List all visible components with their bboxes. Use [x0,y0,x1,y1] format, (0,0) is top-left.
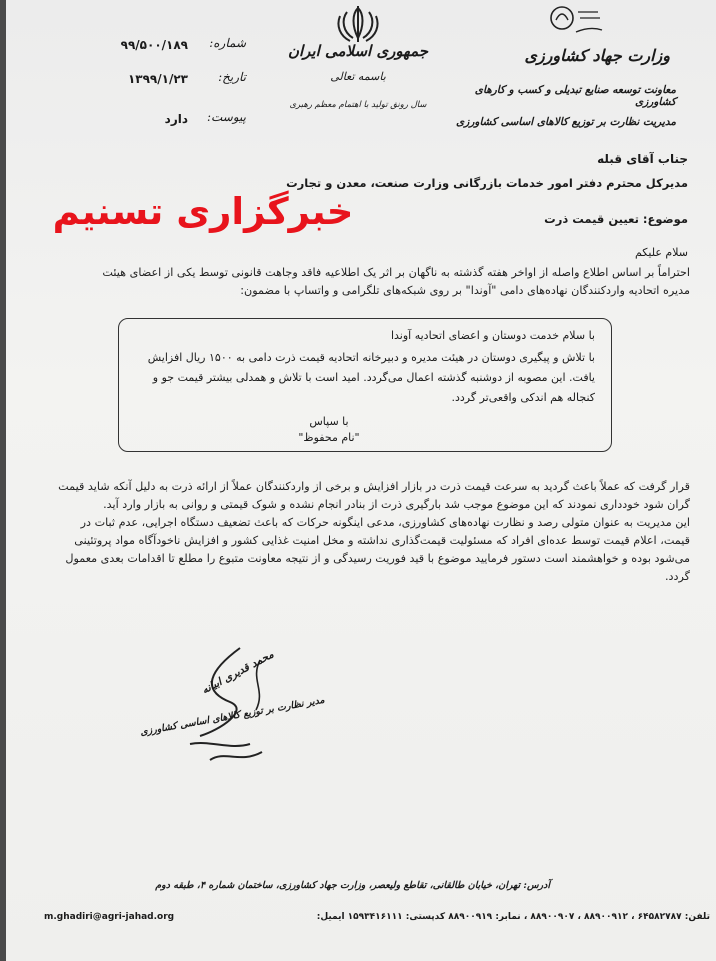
quoted-message-box [118,318,612,452]
number-label: شماره: [209,36,246,50]
republic-title: جمهوری اسلامی ایران [287,42,429,60]
footer-email: m.ghadiri@agri-jahad.org [44,912,175,922]
addressee-position: مدیرکل محترم دفتر امور خدمات بازرگانی وزارت صنعت، معدن و تجارت [286,176,688,190]
ministry-name: وزارت جهاد کشاورزی [524,46,670,65]
quote-name: "نام محفوظ" [298,431,360,444]
addressee-title: جناب آقای قبله [597,152,688,166]
deputy-name: معاونت توسعه صنایع تبدیلی و کسب و کارهای کشاورزی [474,84,676,108]
paragraph-2-line: گردد. [664,570,690,583]
paragraph-1-line: احتراماً بر اساس اطلاع واصله از اواخر هفته گذشته به ناگهان بر اثر یک اطلاعیه فاقد وجاهت قانونی توسط یکی از اعضای هیئت [102,266,690,279]
date-value: ۱۳۹۹/۱/۲۳ [127,72,188,86]
signatory-name: محمد قدیری ابیانه [199,648,276,697]
quote-line: کنجاله هم اندکی واقعی‌تر گردد. [451,391,595,404]
iran-emblem-icon [335,4,381,44]
quote-thanks: با سپاس [309,415,349,428]
paragraph-2-line: قیمت، اعلام قیمت توسط عده‌ای افراد که مسئولیت قیمت‌گذاری نداشته و مخل امنیت غذایی کشور و افزایش ناخودآگاه مواد پروتئینی [74,534,690,547]
footer-address: آدرس: تهران، خیابان طالقانی، تقاطع ولیعصر، وزارت جهاد کشاورزی، ساختمان شماره ۴، طبقه دوم [155,880,550,891]
bismillah-text: باسمه تعالی [330,70,386,83]
attachment-value: دارد [164,112,188,126]
signatory-title: مدیر نظارت بر توزیع کالاهای اساسی کشاورزی [139,694,326,739]
directorate-name: مدیریت نظارت بر توزیع کالاهای اساسی کشاورزی [456,116,676,128]
paragraph-2-line: قرار گرفت که عملاً باعث گردید به سرعت قیمت ذرت در بازار افزایش و برخی از واردکنندگان عملاً از ارائه ذرت به دلیل آنکه شاید قیمت [58,480,690,493]
greeting: سلام علیکم [634,246,688,259]
tasnim-watermark: خبرگزاری تسنیم [52,190,354,233]
year-motto: سال رونق تولید با اهتمام معظم رهبری [289,100,427,110]
footer-contacts: تلفن: ۶۴۵۸۲۷۸۷ ، ۸۸۹۰۰۹۱۲ ، ۸۸۹۰۰۹۰۷ ، نمابر: ۸۸۹۰۰۹۱۹ کدپستی: ۱۵۹۳۴۱۶۱۱۱ ایمیل: [316,912,710,922]
quote-line: با سلام خدمت دوستان و اعضای اتحادیه آوندا [390,329,595,342]
date-label: تاریخ: [218,70,246,84]
paragraph-2-line: می‌شود بوده و خواهشمند است دستور فرمایید موضوع با قید فوریت رسیدگی و از نتیجه معاونت متبوع را مطلع تا اقدامات بعدی معمول [65,552,690,565]
quote-line: یافت. این مصوبه از دوشنبه گذشته اعمال می‌گردد. امید است با تلاش و همدلی بیشتر قیمت جو و [152,371,595,384]
paragraph-2-line: این مدیریت به عنوان متولی رصد و نظارت نهاده‌های کشاورزی، مدعی اینگونه حرکات که باعث تضعیف دستگاه اجرایی، عدم ثبات در [80,516,690,529]
number-value: ۹۹/۵۰۰/۱۸۹ [120,38,188,52]
page-shadow-edge [0,0,6,961]
paragraph-1 [40,264,690,300]
paragraph-2 [40,478,690,586]
paragraph-2-line: گران شود خودداری نمودند که این موضوع موجب شد بارگیری ذرت از بنادر انجام نشده و شوک قیمتی و روانی به بازار وارد آید. [103,498,690,511]
paragraph-1-line: مدیره اتحادیه واردکنندگان نهاده‌های دامی "آوندا" بر روی شبکه‌های تلگرامی و واتساپ با مضمون: [240,284,690,297]
quote-line: با تلاش و پیگیری دوستان در هیئت مدیره و دبیرخانه اتحادیه قیمت ذرت دامی به ۱۵۰۰ ریال افزایش [147,351,595,364]
ministry-logo-icon [548,4,604,38]
attachment-label: پیوست: [206,110,246,124]
subject-line: موضوع: تعیین قیمت ذرت [544,212,688,226]
